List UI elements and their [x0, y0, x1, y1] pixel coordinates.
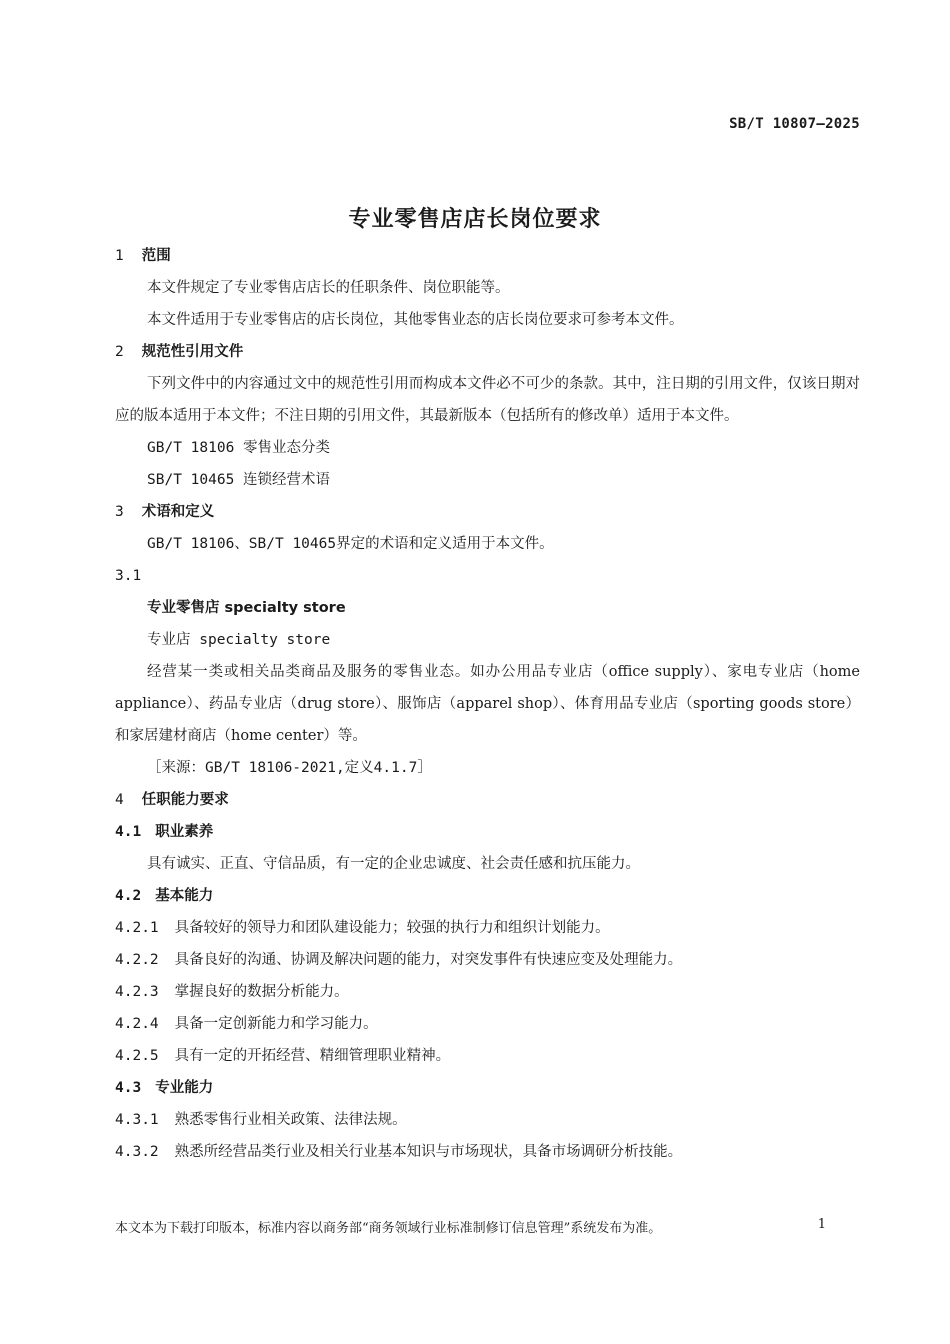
term-definition: 经营某一类或相关品类商品及服务的零售业态。如办公用品专业店（office supply）、家电专业店（home appliance）、药品专业店（drug store）、服饰店（apparel shop）、体育用品专业店（sporting goods store）和家居建材商店（home center）等。	[115, 664, 860, 744]
clause-item	[115, 912, 860, 944]
clause-item	[115, 976, 860, 1008]
clause-text: 熟悉零售行业相关政策、法律法规。	[174, 1112, 407, 1128]
clause-text: 具备良好的沟通、协调及解决问题的能力，对突发事件有快速应变及处理能力。	[174, 952, 683, 968]
section-title: 任职能力要求	[141, 792, 229, 808]
section-4-1-heading	[115, 816, 860, 848]
document-body	[115, 240, 860, 1168]
clause-number: 4.2.4	[115, 1016, 159, 1032]
clause-item	[115, 1040, 860, 1072]
section-title: 术语和定义	[141, 504, 215, 520]
section-number: 2	[115, 344, 124, 360]
term-source: ［来源：GB/T 18106-2021,定义4.1.7］	[147, 760, 432, 776]
clause-item	[115, 944, 860, 976]
clause-number: 4.2.2	[115, 952, 159, 968]
clause-item	[115, 1008, 860, 1040]
document-title: 专业零售店店长岗位要求	[348, 207, 602, 232]
paragraph: GB/T 18106、SB/T 10465界定的术语和定义适用于本文件。	[147, 536, 554, 552]
section-number: 4.1	[115, 824, 142, 840]
clause-text: 熟悉所经营品类行业及相关行业基本知识与市场现状，具备市场调研分析技能。	[174, 1144, 683, 1160]
clause-item	[115, 1104, 860, 1136]
section-2-heading	[115, 336, 860, 368]
term-number: 3.1	[115, 568, 142, 584]
section-number: 4	[115, 792, 124, 808]
term-synonym: 专业店 specialty store	[147, 632, 331, 648]
section-3-heading	[115, 496, 860, 528]
footer-note: 本文本为下载打印版本，标准内容以商务部“商务领域行业标准制修订信息管理”系统发布为准。	[115, 1221, 662, 1236]
section-title: 专业能力	[155, 1080, 214, 1096]
paragraph: 本文件规定了专业零售店店长的任职条件、岗位职能等。	[147, 280, 510, 296]
paragraph: 下列文件中的内容通过文中的规范性引用而构成本文件必不可少的条款。其中，注日期的引用文件，仅该日期对应的版本适用于本文件；不注日期的引用文件，其最新版本（包括所有的修改单）适用于本文件。	[115, 376, 860, 424]
normative-reference: GB/T 18106 零售业态分类	[147, 440, 331, 456]
term-entry: 专业零售店 specialty store	[147, 600, 346, 616]
section-4-2-heading	[115, 880, 860, 912]
section-1-heading	[115, 240, 860, 272]
section-title: 基本能力	[155, 888, 214, 904]
section-number: 4.2	[115, 888, 142, 904]
clause-number: 4.2.3	[115, 984, 159, 1000]
section-number: 1	[115, 248, 124, 264]
section-4-3-heading	[115, 1072, 860, 1104]
clause-text: 掌握良好的数据分析能力。	[174, 984, 349, 1000]
paragraph: 具有诚实、正直、守信品质，有一定的企业忠诚度、社会责任感和抗压能力。	[147, 856, 640, 872]
section-number: 4.3	[115, 1080, 142, 1096]
clause-text: 具有一定的开拓经营、精细管理职业精神。	[174, 1048, 451, 1064]
paragraph: 本文件适用于专业零售店的店长岗位，其他零售业态的店长岗位要求可参考本文件。	[147, 312, 684, 328]
section-number: 3	[115, 504, 124, 520]
section-title: 规范性引用文件	[141, 344, 244, 360]
clause-number: 4.3.1	[115, 1112, 159, 1128]
clause-number: 4.2.5	[115, 1048, 159, 1064]
page-number: 1	[817, 1217, 826, 1232]
clause-number: 4.3.2	[115, 1144, 159, 1160]
section-title: 范围	[141, 248, 171, 264]
section-title: 职业素养	[155, 824, 214, 840]
clause-text: 具备一定创新能力和学习能力。	[174, 1016, 378, 1032]
section-4-heading	[115, 784, 860, 816]
document-code: SB/T 10807—2025	[729, 116, 860, 132]
normative-reference: SB/T 10465 连锁经营术语	[147, 472, 331, 488]
clause-number: 4.2.1	[115, 920, 159, 936]
clause-text: 具备较好的领导力和团队建设能力；较强的执行力和组织计划能力。	[174, 920, 610, 936]
clause-item	[115, 1136, 860, 1168]
